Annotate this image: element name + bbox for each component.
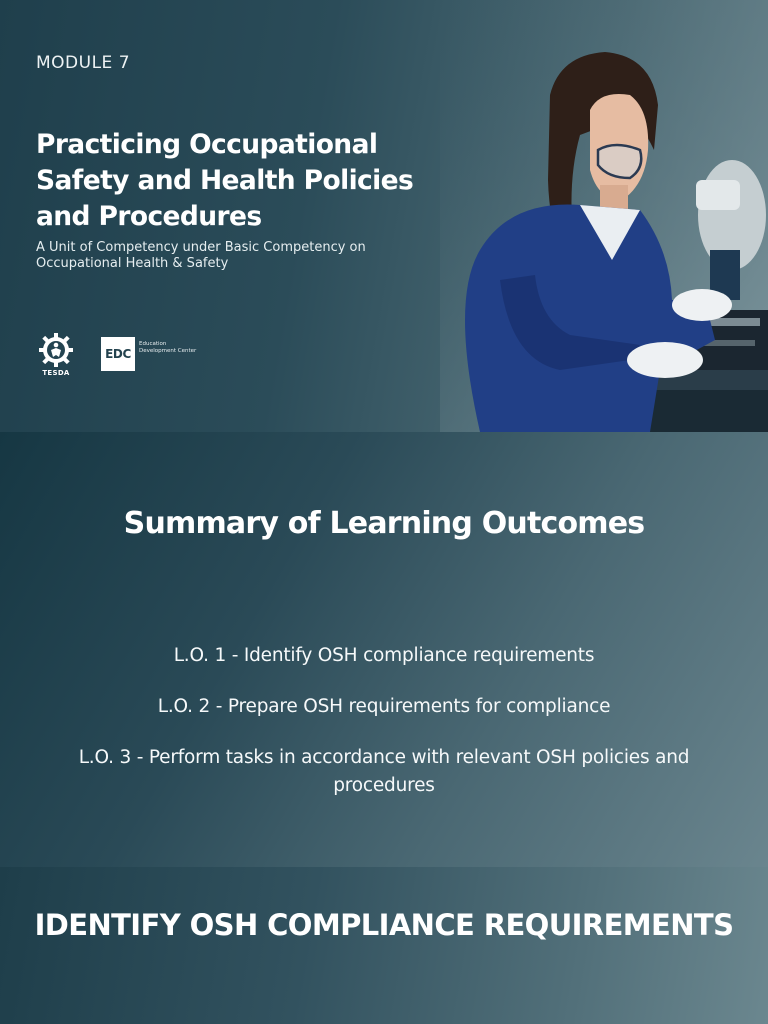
learning-outcome-3: L.O. 3 - Perform tasks in accordance with relevant OSH policies and procedures [78,747,690,796]
module-label: MODULE 7 [36,53,131,73]
section-slide [0,867,768,1024]
learning-outcome-2: L.O. 2 - Prepare OSH requirements for compliance [157,696,611,717]
cover-slide [0,0,768,432]
cover-subtitle: A Unit of Competency under Basic Competency on Occupational Health & Safety [36,240,366,271]
section-title: IDENTIFY OSH COMPLIANCE REQUIREMENTS [34,908,734,942]
tesda-wordmark: TESDA [42,369,70,377]
learning-outcome-1: L.O. 1 - Identify OSH compliance requirements [173,645,595,666]
edc-mark: EDC [101,337,135,371]
lab-technician-photo [440,0,768,432]
tesda-logo [36,332,76,380]
summary-slide [0,432,768,867]
gear-icon [36,332,76,370]
edc-name: Education Development Center [139,341,197,354]
cover-title: Practicing Occupational Safety and Health Policies and Procedures [36,129,414,232]
summary-title: Summary of Learning Outcomes [123,506,645,541]
